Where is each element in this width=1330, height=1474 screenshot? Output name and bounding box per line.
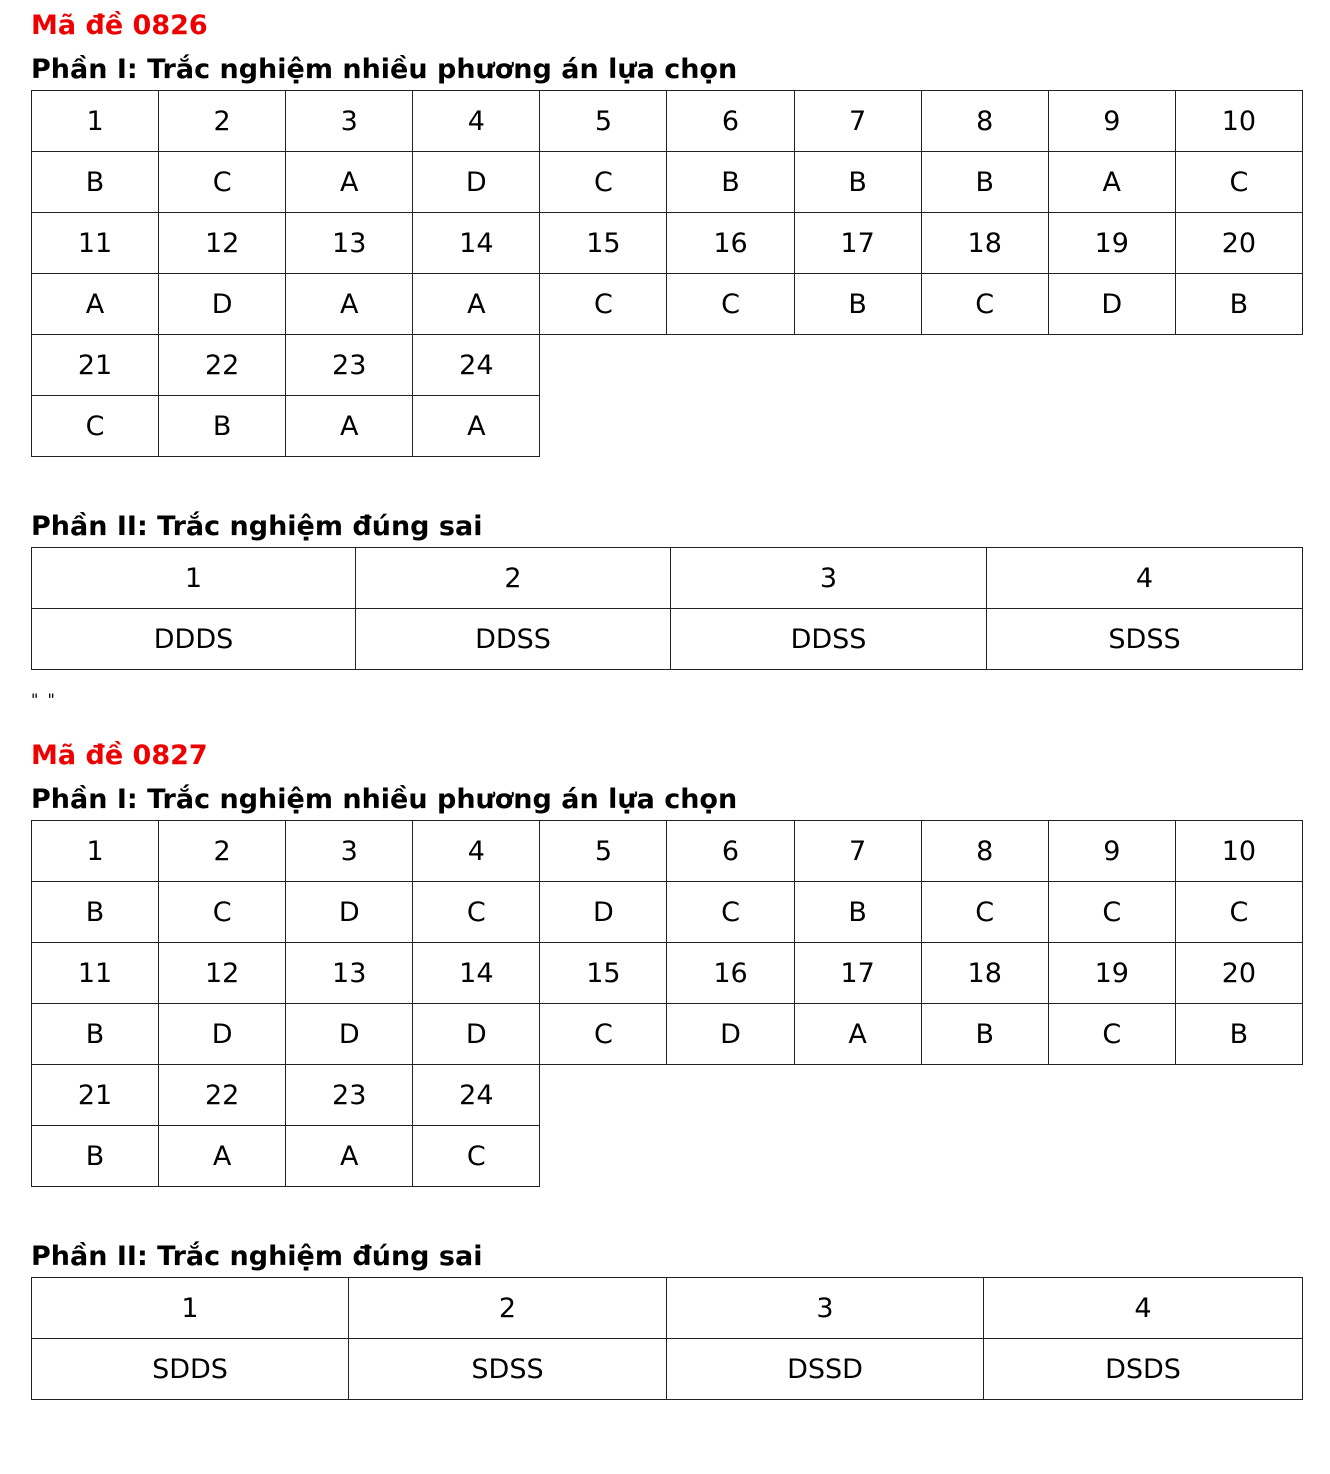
question-number-cell: 18 (921, 213, 1048, 274)
answer-cell: SDSS (987, 609, 1303, 670)
table-row (32, 152, 1303, 213)
answer-cell: A (32, 274, 159, 335)
answer-key-page (31, 0, 1302, 1400)
question-number-cell: 4 (984, 1278, 1303, 1339)
question-number-cell: 19 (1048, 943, 1175, 1004)
answer-cell: A (286, 396, 413, 457)
answer-cell: A (159, 1126, 286, 1187)
table-row (32, 943, 1303, 1004)
answer-cell: A (286, 1126, 413, 1187)
empty-cell (1175, 1065, 1302, 1126)
question-number-cell: 15 (540, 213, 667, 274)
question-number-cell: 3 (671, 548, 987, 609)
answer-cell: B (159, 396, 286, 457)
table-row (32, 1278, 1303, 1339)
answer-cell: C (921, 882, 1048, 943)
answer-cell: D (667, 1004, 794, 1065)
answer-cell: DDSS (671, 609, 987, 670)
answer-cell: B (794, 882, 921, 943)
answer-cell: D (413, 152, 540, 213)
answer-cell: B (1175, 274, 1302, 335)
question-number-cell: 3 (286, 821, 413, 882)
empty-cell (1175, 335, 1302, 396)
question-number-cell: 4 (413, 91, 540, 152)
empty-cell (921, 1065, 1048, 1126)
question-number-cell: 7 (794, 821, 921, 882)
answer-cell: C (32, 396, 159, 457)
answer-cell: DSDS (984, 1339, 1303, 1400)
answer-cell: SDSS (349, 1339, 667, 1400)
empty-cell (1175, 396, 1302, 457)
answer-cell: SDDS (32, 1339, 349, 1400)
answer-cell: C (540, 274, 667, 335)
empty-cell (667, 1065, 794, 1126)
empty-cell (540, 1065, 667, 1126)
answer-cell: C (1175, 882, 1302, 943)
answer-cell: B (667, 152, 794, 213)
question-number-cell: 5 (540, 91, 667, 152)
empty-cell (921, 335, 1048, 396)
empty-cell (540, 1126, 667, 1187)
part2-answer-table (31, 547, 1303, 670)
question-number-cell: 5 (540, 821, 667, 882)
question-number-cell: 1 (32, 1278, 349, 1339)
answer-cell: C (540, 1004, 667, 1065)
answer-cell: C (1048, 882, 1175, 943)
question-number-cell: 16 (667, 943, 794, 1004)
question-number-cell: 17 (794, 943, 921, 1004)
empty-cell (794, 396, 921, 457)
question-number-cell: 4 (987, 548, 1303, 609)
question-number-cell: 10 (1175, 91, 1302, 152)
answer-cell: B (1175, 1004, 1302, 1065)
answer-cell: A (1048, 152, 1175, 213)
answer-cell: A (286, 274, 413, 335)
question-number-cell: 23 (286, 335, 413, 396)
question-number-cell: 2 (159, 91, 286, 152)
answer-cell: B (32, 152, 159, 213)
answer-cell: A (286, 152, 413, 213)
question-number-cell: 8 (921, 821, 1048, 882)
question-number-cell: 9 (1048, 821, 1175, 882)
empty-cell (540, 396, 667, 457)
question-number-cell: 13 (286, 943, 413, 1004)
separator-text: " " (31, 690, 57, 709)
answer-cell: C (921, 274, 1048, 335)
question-number-cell: 6 (667, 821, 794, 882)
question-number-cell: 12 (159, 213, 286, 274)
question-number-cell: 20 (1175, 943, 1302, 1004)
table-row (32, 274, 1303, 335)
question-number-cell: 1 (32, 548, 356, 609)
question-number-cell: 24 (413, 335, 540, 396)
question-number-cell: 1 (32, 821, 159, 882)
empty-cell (1048, 335, 1175, 396)
answer-cell: B (794, 152, 921, 213)
question-number-cell: 20 (1175, 213, 1302, 274)
answer-cell: A (794, 1004, 921, 1065)
empty-cell (540, 335, 667, 396)
answer-cell: D (159, 1004, 286, 1065)
table-row (32, 609, 1303, 670)
question-number-cell: 9 (1048, 91, 1175, 152)
table-row (32, 548, 1303, 609)
answer-cell: B (921, 152, 1048, 213)
part1-answer-table (31, 820, 1303, 1187)
spacer (31, 1187, 1302, 1228)
part1-answer-table (31, 90, 1303, 457)
exam-block-0826 (31, 0, 1302, 670)
answer-cell: C (667, 882, 794, 943)
part1-title: Phần I: Trắc nghiệm nhiều phương án lựa chọn (31, 784, 738, 815)
answer-cell: C (159, 882, 286, 943)
question-number-cell: 17 (794, 213, 921, 274)
empty-cell (1048, 396, 1175, 457)
question-number-cell: 23 (286, 1065, 413, 1126)
answer-cell: B (794, 274, 921, 335)
part2-title: Phần II: Trắc nghiệm đúng sai (31, 1241, 483, 1272)
question-number-cell: 2 (159, 821, 286, 882)
question-number-cell: 3 (667, 1278, 984, 1339)
table-row (32, 1004, 1303, 1065)
question-number-cell: 21 (32, 1065, 159, 1126)
answer-cell: C (1048, 1004, 1175, 1065)
answer-cell: C (159, 152, 286, 213)
answer-cell: B (32, 1126, 159, 1187)
question-number-cell: 8 (921, 91, 1048, 152)
empty-cell (667, 1126, 794, 1187)
question-number-cell: 11 (32, 943, 159, 1004)
empty-cell (921, 1126, 1048, 1187)
question-number-cell: 2 (356, 548, 671, 609)
empty-cell (794, 1126, 921, 1187)
question-number-cell: 15 (540, 943, 667, 1004)
table-row (32, 1126, 1303, 1187)
table-row (32, 396, 1303, 457)
answer-cell: D (286, 1004, 413, 1065)
empty-cell (1048, 1065, 1175, 1126)
empty-cell (794, 335, 921, 396)
answer-cell: C (413, 882, 540, 943)
answer-cell: D (413, 1004, 540, 1065)
question-number-cell: 11 (32, 213, 159, 274)
empty-cell (921, 396, 1048, 457)
answer-cell: B (32, 1004, 159, 1065)
answer-cell: B (921, 1004, 1048, 1065)
part2-title: Phần II: Trắc nghiệm đúng sai (31, 511, 483, 542)
question-number-cell: 19 (1048, 213, 1175, 274)
question-number-cell: 1 (32, 91, 159, 152)
empty-cell (667, 396, 794, 457)
answer-cell: C (1175, 152, 1302, 213)
empty-cell (1048, 1126, 1175, 1187)
question-number-cell: 21 (32, 335, 159, 396)
answer-cell: D (159, 274, 286, 335)
question-number-cell: 14 (413, 943, 540, 1004)
answer-cell: DDDS (32, 609, 356, 670)
part1-title: Phần I: Trắc nghiệm nhiều phương án lựa chọn (31, 54, 738, 85)
answer-cell: B (32, 882, 159, 943)
question-number-cell: 10 (1175, 821, 1302, 882)
question-number-cell: 24 (413, 1065, 540, 1126)
exam-code-title: Mã đề 0826 (31, 10, 208, 41)
question-number-cell: 14 (413, 213, 540, 274)
empty-cell (1175, 1126, 1302, 1187)
table-row (32, 1339, 1303, 1400)
answer-cell: D (540, 882, 667, 943)
part2-answer-table (31, 1277, 1303, 1400)
table-row (32, 1065, 1303, 1126)
answer-cell: C (540, 152, 667, 213)
question-number-cell: 18 (921, 943, 1048, 1004)
question-number-cell: 22 (159, 1065, 286, 1126)
question-number-cell: 4 (413, 821, 540, 882)
answer-cell: D (1048, 274, 1175, 335)
table-row (32, 882, 1303, 943)
exam-code-title: Mã đề 0827 (31, 740, 208, 771)
answer-cell: A (413, 396, 540, 457)
empty-cell (794, 1065, 921, 1126)
answer-cell: C (413, 1126, 540, 1187)
question-number-cell: 3 (286, 91, 413, 152)
answer-cell: DSSD (667, 1339, 984, 1400)
spacer (31, 457, 1302, 498)
answer-cell: C (667, 274, 794, 335)
table-row (32, 91, 1303, 152)
empty-cell (667, 335, 794, 396)
question-number-cell: 2 (349, 1278, 667, 1339)
question-number-cell: 22 (159, 335, 286, 396)
answer-cell: A (413, 274, 540, 335)
exam-block-0827 (31, 730, 1302, 1400)
table-row (32, 213, 1303, 274)
question-number-cell: 6 (667, 91, 794, 152)
question-number-cell: 16 (667, 213, 794, 274)
question-number-cell: 13 (286, 213, 413, 274)
table-row (32, 821, 1303, 882)
answer-cell: D (286, 882, 413, 943)
table-row (32, 335, 1303, 396)
question-number-cell: 12 (159, 943, 286, 1004)
question-number-cell: 7 (794, 91, 921, 152)
answer-cell: DDSS (356, 609, 671, 670)
